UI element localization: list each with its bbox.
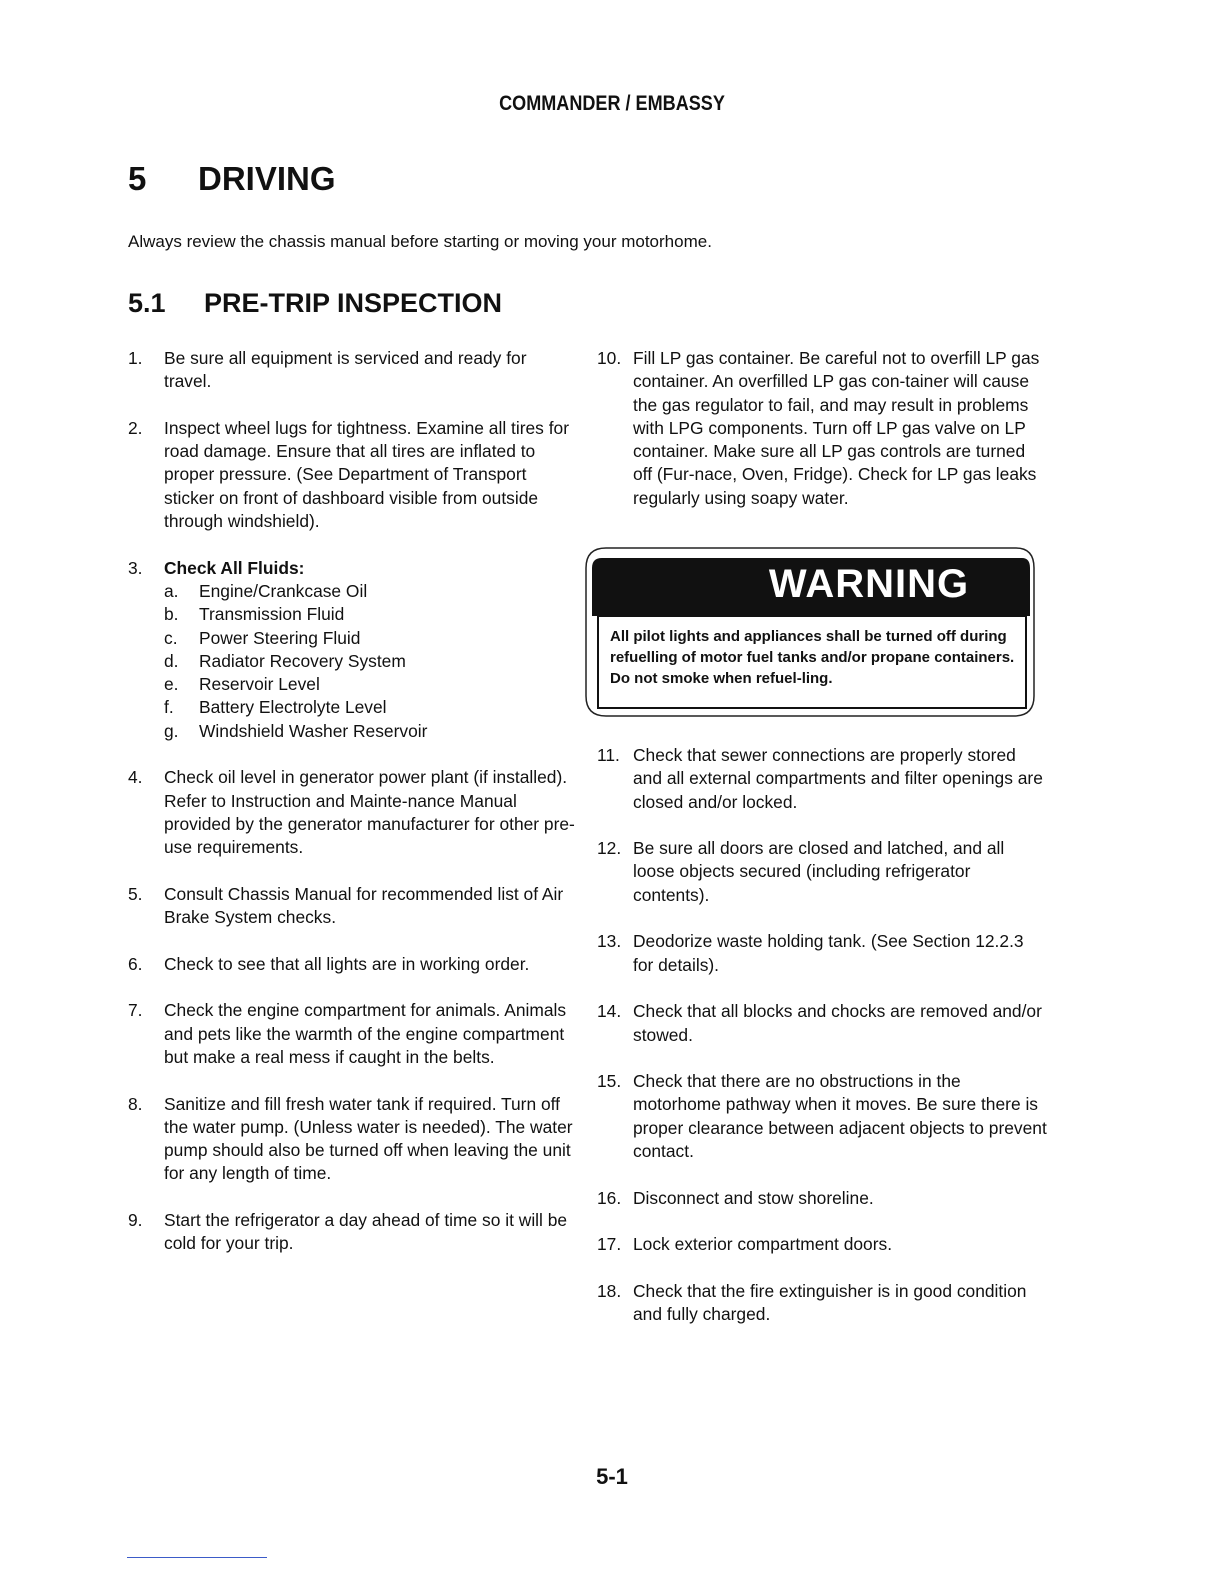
sublist-text: Radiator Recovery System: [199, 650, 406, 671]
item-number: 12.: [597, 838, 622, 859]
sublist-letter: c.: [164, 627, 178, 648]
sublist-text: Windshield Washer Reservoir: [199, 720, 428, 741]
item-text: Sanitize and fill fresh water tank if required. Turn off the water pump. (Unless water is needed). The water pump should also be turned off when leaving the unit for any length of time.: [164, 1093, 573, 1184]
item-number: 18.: [597, 1280, 622, 1301]
item-text: Inspect wheel lugs for tightness. Examine all tires for road damage. Ensure that all tires are inflated to proper pressure. (See Department of Transport sticker on front of dashboard visible from outside through windshield).: [164, 417, 570, 532]
item-number: 10.: [597, 348, 622, 368]
footer-rule: [127, 1557, 267, 1558]
item-number: 17.: [597, 1234, 622, 1255]
item-text: Check that sewer connections are properly stored and all external compartments and filter openings are closed and/or locked.: [633, 745, 1043, 812]
item-number: 11.: [597, 745, 620, 765]
sublist-item: [164, 580, 578, 603]
sublist-item: [164, 696, 578, 719]
sublist-text: Engine/Crankcase Oil: [199, 580, 368, 601]
item-text: Deodorize waste holding tank. (See Section 12.2.3 for details).: [633, 931, 1024, 975]
sublist-letter: b.: [164, 604, 179, 625]
item-text: Check that the fire extinguisher is in good condition and fully charged.: [633, 1280, 1027, 1325]
item-number: 9.: [128, 1209, 143, 1230]
chapter-heading: [128, 160, 336, 198]
item-number: 3.: [128, 557, 143, 578]
item-text: Check that there are no obstructions in the motorhome pathway when it moves. Be sure there is proper clearance between adjacent objects to prevent contact.: [633, 1071, 1047, 1162]
sublist-item: [164, 650, 578, 673]
intro-paragraph: Always review the chassis manual before starting or moving your motorhome.: [128, 232, 712, 251]
list-item: [128, 953, 578, 976]
sublist-letter: g.: [164, 720, 179, 741]
item-number: 14.: [597, 1001, 622, 1022]
section-heading: [128, 288, 502, 319]
page-number: 5-1: [596, 1464, 628, 1489]
list-item: [597, 1187, 1047, 1210]
item-number: 13.: [597, 931, 622, 952]
item-text: Check that all blocks and chocks are removed and/or stowed.: [633, 1001, 1042, 1045]
sublist-text: Battery Electrolyte Level: [199, 697, 387, 718]
list-item: [128, 766, 578, 859]
item-number: 2.: [128, 417, 143, 438]
item-text: Fill LP gas container. Be careful not to overfill LP gas container. An overfilled LP gas con-tainer will cause the gas regulator to fail, and may result in problems with LPG components. Turn off LP gas valve on LP container. Make sure all LP gas controls are turned off (Fur-nace, Oven, Fridge). Check for LP gas leaks regularly using soapy water.: [633, 348, 1040, 508]
right-column-top: [597, 347, 1047, 510]
sublist-letter: d.: [164, 650, 179, 671]
section-number: 5.1: [128, 288, 166, 318]
item-number: 15.: [597, 1071, 622, 1092]
sublist-item: [164, 673, 578, 696]
sublist-text: Reservoir Level: [199, 674, 320, 695]
item-number: 5.: [128, 883, 143, 904]
sublist-item: [164, 627, 578, 650]
item-number: 7.: [128, 1000, 143, 1021]
item-text: Be sure all equipment is serviced and ready for travel.: [164, 348, 527, 392]
list-item: [597, 347, 1047, 510]
list-item: [597, 1233, 1047, 1256]
item-text: Consult Chassis Manual for recommended list of Air Brake System checks.: [164, 883, 564, 928]
list-item: [128, 999, 578, 1069]
list-item: [128, 883, 578, 930]
sublist-letter: f.: [164, 697, 174, 718]
item-number: 6.: [128, 953, 143, 974]
section-title: PRE-TRIP INSPECTION: [204, 288, 503, 318]
sublist-text: Power Steering Fluid: [199, 627, 361, 648]
item-number: 1.: [128, 348, 143, 368]
list-item: [128, 417, 578, 533]
list-item: [128, 1093, 578, 1186]
list-item: [128, 1209, 578, 1256]
right-column-bottom: [597, 744, 1047, 1350]
warning-title: WARNING: [768, 562, 970, 606]
sublist-text: Transmission Fluid: [199, 604, 345, 625]
sublist-letter: a.: [164, 580, 179, 601]
left-column: [128, 347, 578, 1279]
item-text: Check oil level in generator power plant (if installed). Refer to Instruction and Mainte-nance Manual provided by the generator manufacturer for other pre-use requirements.: [164, 767, 575, 858]
list-item: [597, 1070, 1047, 1163]
fluids-sublist: [164, 580, 578, 743]
warning-text: All pilot lights and appliances shall be turned off during refuelling of motor fuel tanks and/or propane containers. Do not smoke when refuel-ling.: [610, 628, 1015, 687]
chapter-number: 5: [128, 160, 147, 197]
list-item: [597, 744, 1047, 814]
item-number: 8.: [128, 1093, 143, 1114]
list-item: [597, 930, 1047, 977]
item-number: 4.: [128, 767, 143, 788]
item-text: Start the refrigerator a day ahead of time so it will be cold for your trip.: [164, 1209, 568, 1254]
list-item: [597, 837, 1047, 907]
item-text: Disconnect and stow shoreline.: [633, 1187, 874, 1208]
item-text: Be sure all doors are closed and latched, and all loose objects secured (including refrigerator contents).: [633, 838, 1005, 905]
list-item: [128, 557, 578, 743]
item-text: Check to see that all lights are in working order.: [164, 953, 530, 974]
sublist-letter: e.: [164, 674, 179, 695]
list-item: [597, 1000, 1047, 1047]
list-item: [597, 1280, 1047, 1327]
list-item: [128, 347, 578, 394]
warning-box: [584, 546, 1036, 716]
running-header: COMMANDER / EMBASSY: [499, 92, 725, 115]
item-number: 16.: [597, 1187, 622, 1208]
item-text: Check All Fluids:: [164, 557, 305, 578]
item-text: Check the engine compartment for animals. Animals and pets like the warmth of the engine compartment but make a real mess if caught in the belts.: [164, 1000, 567, 1067]
sublist-item: [164, 603, 578, 626]
item-text: Lock exterior compartment doors.: [633, 1234, 893, 1255]
chapter-title: DRIVING: [198, 160, 336, 197]
sublist-item: [164, 720, 578, 743]
